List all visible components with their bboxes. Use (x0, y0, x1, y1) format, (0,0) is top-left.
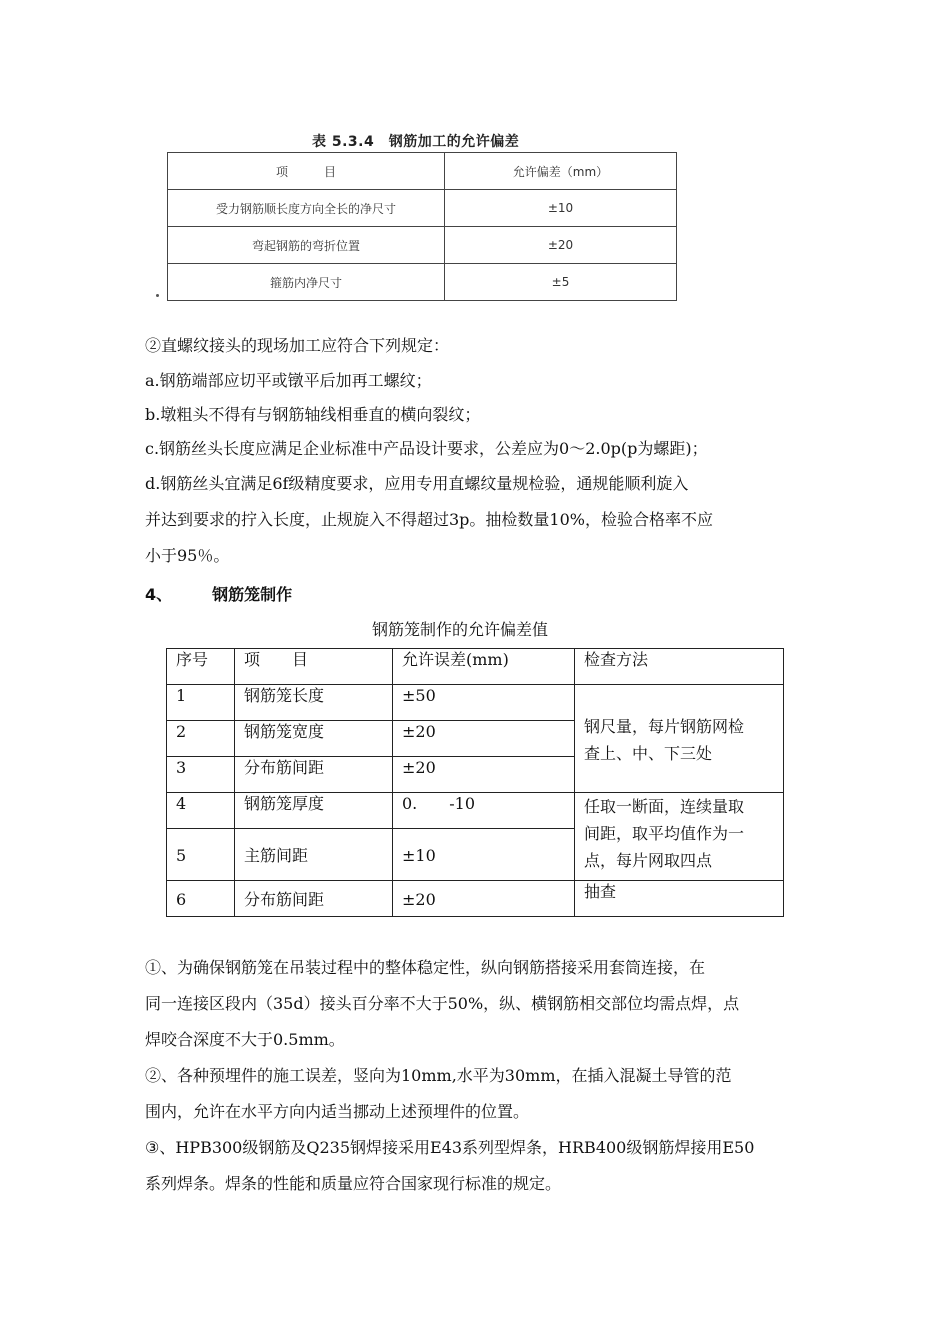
table-cell: ±20 (393, 881, 575, 917)
section-heading (145, 582, 292, 605)
table-cell: 钢筋笼长度 (235, 685, 393, 721)
table-header-cell: 序号 (167, 649, 235, 685)
paragraph: ①、为确保钢筋笼在吊装过程中的整体稳定性，纵向钢筋搭接采用套筒连接，在 (145, 958, 706, 977)
table-cell (575, 793, 784, 881)
table-row (168, 227, 677, 264)
paragraph: 并达到要求的拧入长度，止规旋入不得超过3p。抽检数量10%，检验合格率不应 (145, 510, 713, 529)
method-line: 间距，取平均值作为一 (584, 824, 745, 843)
table-cell: 3 (167, 757, 235, 793)
table-cell: 主筋间距 (235, 829, 393, 881)
table-title: 钢筋笼制作的允许偏差值 (372, 620, 549, 639)
section-title: 钢筋笼制作 (212, 585, 293, 604)
table-row (167, 881, 784, 917)
method-line: 任取一断面，连续量取 (584, 797, 745, 816)
table-row (168, 190, 677, 227)
table-cell: ±5 (445, 264, 677, 301)
table-cell: 2 (167, 721, 235, 757)
paragraph: c.钢筋丝头长度应满足企业标准中产品设计要求，公差应为0～2.0p(p为螺距)； (145, 439, 708, 458)
paragraph: 焊咬合深度不大于0.5mm。 (145, 1030, 345, 1049)
table-cell: ±50 (393, 685, 575, 721)
method-line: 点，每片网取四点 (584, 851, 713, 870)
table-cell: ±20 (393, 721, 575, 757)
cage-tolerance-table (166, 648, 784, 917)
table-cell: 抽查 (575, 881, 784, 917)
table-cell (575, 685, 784, 793)
table-cell: ±10 (393, 829, 575, 881)
table-cell: 箍筋内净尺寸 (168, 264, 445, 301)
table-cell: 6 (167, 881, 235, 917)
table-cell: 钢筋笼宽度 (235, 721, 393, 757)
paragraph: a.钢筋端部应切平或镦平后加再工螺纹； (145, 371, 432, 390)
table-header-cell: 检查方法 (575, 649, 784, 685)
paragraph: ②直螺纹接头的现场加工应符合下列规定： (145, 336, 450, 355)
table-row (167, 649, 784, 685)
table-cell: ±20 (445, 227, 677, 264)
table-cell: 1 (167, 685, 235, 721)
table-row (167, 793, 784, 829)
table-cell: 0. -10 (393, 793, 575, 829)
table-cell: 分布筋间距 (235, 881, 393, 917)
table-cell: 分布筋间距 (235, 757, 393, 793)
paragraph: d.钢筋丝头宜满足6f级精度要求，应用专用直螺纹量规检验，通规能顺利旋入 (145, 474, 689, 493)
scan-table-caption: 表 5.3.4 钢筋加工的允许偏差 (312, 134, 520, 150)
section-number: 4、 (145, 585, 173, 604)
method-line: 钢尺量，每片钢筋网检 (584, 716, 745, 736)
method-line: 查上、中、下三处 (584, 743, 713, 763)
paragraph: b.墩粗头不得有与钢筋轴线相垂直的横向裂纹； (145, 405, 481, 424)
table-header-cell: 项 目 (235, 649, 393, 685)
table-cell: 4 (167, 793, 235, 829)
paragraph: 系列焊条。焊条的性能和质量应符合国家现行标准的规定。 (145, 1174, 562, 1193)
table-row (168, 153, 677, 190)
table-row (168, 264, 677, 301)
table-header-cell: 允许误差(mm) (393, 649, 575, 685)
scan-tolerance-table (167, 152, 677, 301)
paragraph: 围内，允许在水平方向内适当挪动上述预埋件的位置。 (145, 1102, 530, 1121)
table-cell: 受力钢筋顺长度方向全长的净尺寸 (168, 190, 445, 227)
paragraph: ②、各种预埋件的施工误差，竖向为10mm,水平为30mm，在插入混凝土导管的范 (145, 1066, 732, 1085)
table-cell: ±10 (445, 190, 677, 227)
table-row (167, 685, 784, 721)
scan-speck (156, 294, 159, 297)
paragraph: 小于95％。 (145, 546, 230, 565)
paragraph: ③、HPB300级钢筋及Q235钢焊接采用E43系列型焊条，HRB400级钢筋焊接用E50 (145, 1138, 755, 1157)
table-cell: 弯起钢筋的弯折位置 (168, 227, 445, 264)
table-cell: ±20 (393, 757, 575, 793)
table-header-cell: 允许偏差（mm） (445, 153, 677, 190)
table-cell: 钢筋笼厚度 (235, 793, 393, 829)
table-cell: 5 (167, 829, 235, 881)
table-header-cell: 项 目 (168, 153, 445, 190)
paragraph: 同一连接区段内（35d）接头百分率不大于50%，纵、横钢筋相交部位均需点焊，点 (145, 994, 740, 1013)
